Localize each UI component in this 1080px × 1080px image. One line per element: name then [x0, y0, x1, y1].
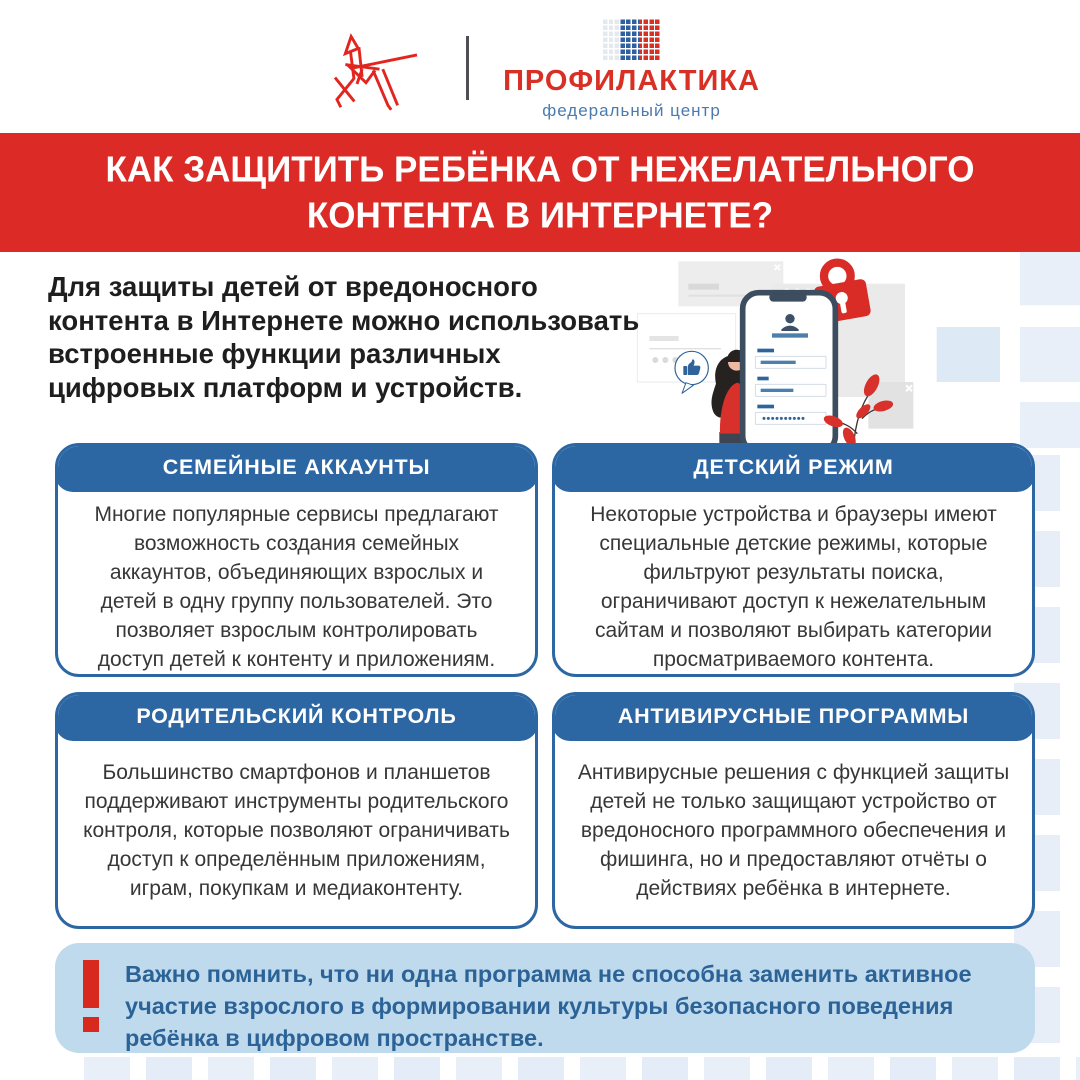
- card-header: [55, 443, 538, 492]
- protection-illustration: [620, 252, 1080, 448]
- card-body: Многие популярные сервисы предлагают возможность создания семейных аккаунтов, объединяющих взрослых и детей в одну группу пользователей. Это позволяет взрослым контролировать доступ детей к контенту и приложениям.: [94, 503, 499, 671]
- pixel-pattern-bottom: [84, 1057, 1080, 1080]
- intro-line: контента в Интернете можно использовать: [48, 304, 640, 336]
- card-title: ДЕТСКИЙ РЕЖИМ: [693, 455, 894, 479]
- card-title: РОДИТЕЛЬСКИЙ КОНТРОЛЬ: [136, 704, 457, 728]
- smartphone: [743, 293, 836, 448]
- card-antivirus: [552, 692, 1035, 929]
- card-header: [552, 692, 1035, 741]
- note-line: ребёнка в цифровом пространстве.: [125, 1025, 544, 1051]
- note-line: участие взрослого в формировании культуры безопасного поведения: [125, 993, 954, 1019]
- card-title: АНТИВИРУСНЫЕ ПРОГРАММЫ: [617, 704, 970, 728]
- note-text: [125, 958, 972, 1054]
- intro-line: встроенные функции различных: [48, 338, 501, 369]
- card-header: [55, 692, 538, 741]
- brand-name: ПРОФИЛАКТИКА: [503, 64, 760, 97]
- card-title: СЕМЕЙНЫЕ АККАУНТЫ: [162, 455, 431, 479]
- intro-line: Для защиты детей от вредоносного: [48, 271, 538, 302]
- chair-logo-icon: [320, 22, 432, 114]
- note-box: [55, 943, 1035, 1053]
- brand-block: [503, 18, 760, 119]
- title-line-2: КОНТЕНТА В ИНТЕРНЕТЕ?: [306, 194, 774, 236]
- intro-text: [48, 270, 688, 404]
- card-parental-control: [55, 692, 538, 929]
- card-kids-mode: [552, 443, 1035, 677]
- card-body: Большинство смартфонов и планшетов поддерживают инструменты родительского контроля, которые позволяют ограничивать доступ к определённым приложениям, играм, покупкам и медиаконтенту.: [83, 761, 510, 900]
- title-line-1: КАК ЗАЩИТИТЬ РЕБЁНКА ОТ НЕЖЕЛАТЕЛЬНОГО: [105, 148, 975, 190]
- cards-grid: [55, 443, 1035, 929]
- card-family-accounts: [55, 443, 538, 677]
- card-header: [552, 443, 1035, 492]
- logo-divider: [466, 36, 469, 100]
- brand-grid-icon: [603, 18, 661, 60]
- brand-subtitle: федеральный центр: [542, 100, 721, 120]
- background-squares: [937, 252, 1080, 448]
- title-banner: [0, 133, 1080, 252]
- note-line: Важно помнить, что ни одна программа не способна заменить активное: [125, 961, 972, 987]
- card-body: Некоторые устройства и браузеры имеют специальные детские режимы, которые фильтруют результаты поиска, ограничивают доступ к нежелательным сайтам и позволяют выбирать категории просматриваемого контента.: [590, 503, 997, 671]
- brand-bar: [0, 18, 1080, 118]
- exclamation-icon: [83, 960, 99, 1032]
- card-body: Антивирусные решения с функцией защиты детей не только защищают устройство от вредоносного программного обеспечения и фишинга, но и предоставляют отчёты о действиях ребёнка в интернете.: [577, 761, 1010, 900]
- intro-line: цифровых платформ и устройств.: [48, 371, 523, 403]
